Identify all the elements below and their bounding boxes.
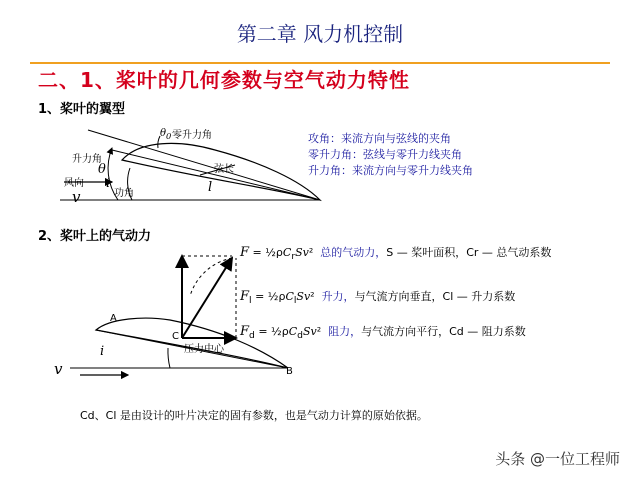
page-title: 第二章 风力机控制	[236, 22, 404, 46]
lift-angle-label: 升力角	[72, 154, 102, 165]
v-label-2: v	[54, 360, 63, 378]
watermark: 头条 @一位工程师	[495, 450, 620, 468]
definition-lift-angle: 升力角：来流方向与零升力线夹角	[308, 164, 473, 177]
i-label: i	[106, 176, 111, 191]
theta-label: θ	[98, 162, 106, 177]
point-b-label: B	[286, 366, 293, 377]
wind-direction-label: 风向	[64, 178, 84, 189]
point-a-label: A	[110, 313, 117, 324]
subsection-aero-force: 2、桨叶上的气动力	[38, 229, 152, 244]
zero-lift-angle-label: 零升力角	[172, 130, 212, 141]
pressure-center-label: 压力中心	[184, 344, 224, 355]
section-heading: 二、1、桨叶的几何参数与空气动力特性	[38, 68, 410, 92]
definition-zero-lift-angle: 零升力角：弦线与零升力线夹角	[308, 148, 462, 161]
definition-attack-angle: 攻角：来流方向与弦线的夹角	[308, 132, 451, 145]
chord-label: 弦长	[214, 164, 234, 175]
footnote: Cd、Cl 是由设计的叶片决定的固有参数，也是气动力计算的原始依据。	[80, 409, 428, 422]
theta0-label: $\theta_0$	[160, 128, 172, 141]
i-label-2: i	[100, 344, 105, 359]
attack-angle-arc-2	[168, 348, 170, 368]
total-force-vector	[182, 258, 232, 338]
equation-lift-force: $F_l$ = $\frac{1}{2}\rho C_lSv^2$ 升力，与气流方向垂直，Cl — 升力系数	[240, 289, 516, 307]
equation-drag-force: $F_d$ = $\frac{1}{2}\rho C_dSv^2$ 阻力，与气流方向平行，Cd — 阻力系数	[240, 324, 526, 342]
subsection-airfoil: 1、桨叶的翼型	[38, 102, 126, 117]
equation-total-force: $F = \frac{1}{2}\rho C_rSv^2$ 总的气动力，S — 桨叶面积，Cr — 总气动系数	[240, 245, 552, 263]
l-label: l	[208, 180, 213, 195]
point-c-label: C	[172, 331, 179, 342]
chord-line	[112, 150, 320, 200]
attack-angle-label: 功角	[114, 188, 134, 199]
v-label: v	[72, 188, 81, 206]
